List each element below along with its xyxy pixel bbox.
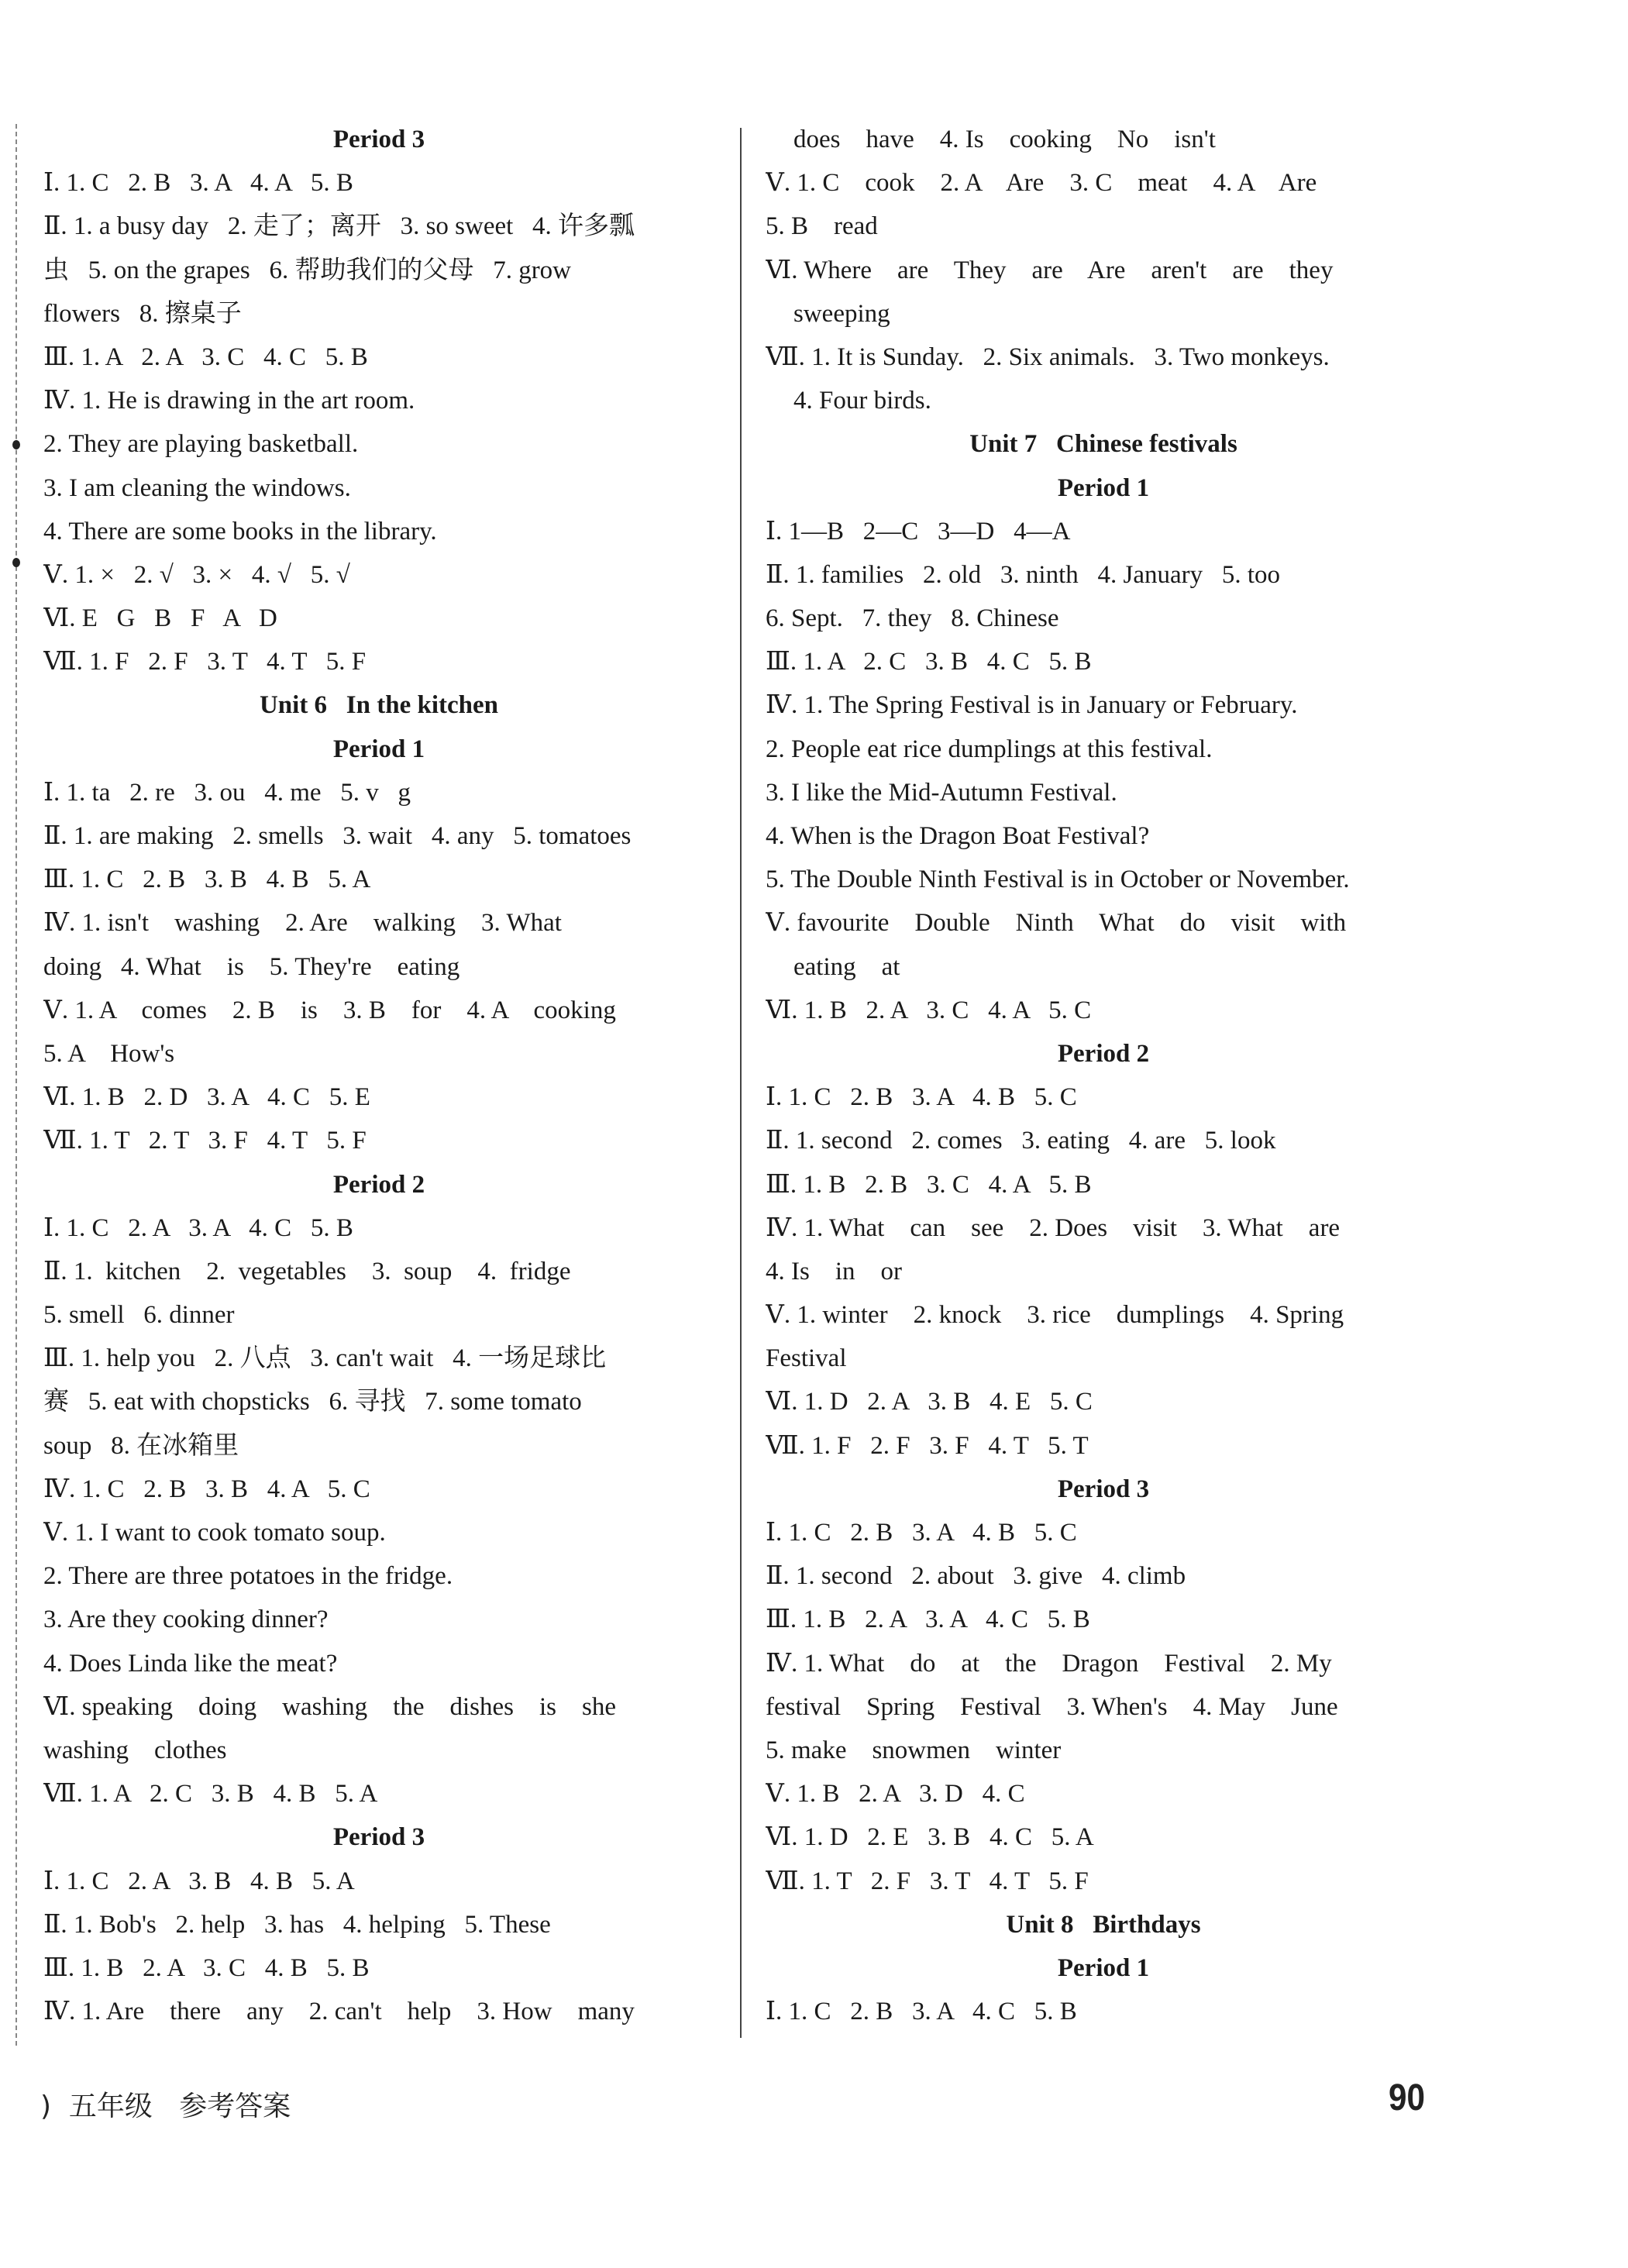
answer-line: 5. A How's [43,1039,175,1068]
unit-heading: Unit 7 Chinese festivals [969,430,1237,459]
unit-heading: Unit 6 In the kitchen [259,691,499,720]
answer-line: Ⅲ. 1. A 2. C 3. B 4. C 5. B [766,648,1092,676]
answer-line: Festival [766,1344,847,1373]
answer-line: 虫 5. on the grapes 6. 帮助我们的父母 7. grow [43,256,572,284]
binding-edge-line [15,124,17,2046]
answer-line: Ⅶ. 1. A 2. C 3. B 4. B 5. A [43,1780,378,1809]
answer-line: Ⅲ. 1. B 2. A 3. A 4. C 5. B [766,1605,1090,1634]
answer-line: doing 4. What is 5. They're eating [43,952,460,981]
page-number: 90 [1389,2077,1425,2118]
answer-line: 4. When is the Dragon Boat Festival? [766,822,1150,850]
answer-line: Ⅵ. 1. B 2. A 3. C 4. A 5. C [766,996,1092,1024]
answer-line: 5. make snowmen winter [766,1736,1062,1764]
answer-line: Ⅰ. 1. C 2. B 3. A 4. C 5. B [766,1998,1077,2026]
answer-line: 4. Does Linda like the meat? [43,1649,338,1678]
answer-line: 3. I am cleaning the windows. [43,473,351,502]
footer-grade-label: ) 五年级 参考答案 [40,2091,291,2122]
answer-line: Ⅲ. 1. B 2. B 3. C 4. A 5. B [766,1170,1092,1199]
answer-line: Ⅱ. 1. second 2. about 3. give 4. climb [766,1562,1186,1591]
answer-line: 2. People eat rice dumplings at this festival. [766,735,1213,763]
answer-line: Ⅴ. 1. B 2. A 3. D 4. C [766,1780,1025,1809]
answer-line: washing clothes [43,1736,227,1764]
answer-line: Ⅴ. 1. × 2. √ 3. × 4. √ 5. √ [43,560,350,589]
answer-line: Ⅳ. 1. What can see 2. Does visit 3. What are [766,1213,1341,1242]
left-column [43,118,714,2033]
period-heading: Period 3 [332,126,425,153]
answer-line: 5. The Double Ninth Festival is in October or November. [766,866,1350,894]
answer-line: Ⅱ. 1. families 2. old 3. ninth 4. January 5. too [766,560,1281,589]
answer-line: 2. They are playing basketball. [43,430,359,459]
answer-line: Ⅱ. 1. second 2. comes 3. eating 4. are 5. look [766,1127,1276,1155]
answer-line: 6. Sept. 7. they 8. Chinese [766,604,1059,633]
answer-line: Ⅵ. 1. D 2. E 3. B 4. C 5. A [766,1823,1094,1852]
unit-heading: Unit 8 Birthdays [1006,1910,1201,1939]
answer-line: Ⅵ. Where are They are Are aren't are they [766,256,1334,284]
answer-line: Ⅳ. 1. isn't washing 2. Are walking 3. What [43,909,562,938]
period-heading: Period 2 [332,1170,425,1199]
answer-line: 4. There are some books in the library. [43,517,437,545]
answer-line: flowers 8. 擦桌子 [43,299,242,328]
answer-line: Ⅵ. speaking doing washing the dishes is she [43,1692,616,1721]
answer-line: Ⅱ. 1. a busy day 2. 走了；离开 3. so sweet 4. 许多瓢 [43,212,635,241]
answer-line: 5. smell 6. dinner [43,1301,235,1330]
answer-line: Ⅰ. 1. C 2. B 3. A 4. B 5. C [766,1519,1077,1547]
answer-line: 3. I like the Mid-Autumn Festival. [766,778,1117,807]
answer-line: Ⅶ. 1. F 2. F 3. T 4. T 5. F [43,648,367,676]
answer-line: Ⅲ. 1. B 2. A 3. C 4. B 5. B [43,1953,370,1982]
answer-line: 5. B read [766,212,878,241]
answer-line: Ⅳ. 1. What do at the Dragon Festival 2. My [766,1649,1332,1678]
answer-line: 赛 5. eat with chopsticks 6. 寻找 7. some tomato [43,1388,582,1416]
answer-line: 2. There are three potatoes in the fridge. [43,1562,453,1591]
answer-line: Ⅴ. 1. C cook 2. A Are 3. C meat 4. A Are [766,169,1317,198]
answer-line: Ⅶ. 1. T 2. T 3. F 4. T 5. F [43,1127,367,1155]
answer-line: Ⅶ. 1. F 2. F 3. F 4. T 5. T [766,1431,1089,1460]
answer-line: Ⅳ. 1. Are there any 2. can't help 3. How many [43,1998,635,2026]
period-heading: Period 1 [1057,473,1150,502]
column-divider [740,128,742,2038]
answer-line: does have 4. Is cooking No isn't [793,126,1216,153]
answer-line: Ⅰ. 1. C 2. B 3. A 4. B 5. C [766,1083,1077,1112]
answer-line: eating at [793,952,900,981]
answer-line: 4. Four birds. [793,387,931,415]
period-heading: Period 1 [1057,1953,1150,1982]
answer-line: Ⅵ. 1. B 2. D 3. A 4. C 5. E [43,1083,370,1112]
period-heading: Period 3 [1057,1475,1150,1503]
right-column [766,118,1441,2033]
binding-hole-mark [12,440,20,449]
period-heading: Period 3 [332,1823,425,1852]
answer-line: Ⅰ. 1. C 2. A 3. A 4. C 5. B [43,1213,353,1242]
answer-line: Ⅶ. 1. T 2. F 3. T 4. T 5. F [766,1867,1089,1895]
period-heading: Period 2 [1057,1039,1150,1068]
answer-line: Ⅴ. 1. A comes 2. B is 3. B for 4. A cooking [43,996,616,1024]
period-heading: Period 1 [332,735,425,763]
answer-line: Ⅴ. 1. I want to cook tomato soup. [43,1519,386,1547]
answer-line: Ⅶ. 1. It is Sunday. 2. Six animals. 3. Two monkeys. [766,342,1330,371]
answer-line: Ⅱ. 1. kitchen 2. vegetables 3. soup 4. fridge [43,1257,571,1285]
answer-line: Ⅲ. 1. help you 2. 八点 3. can't wait 4. 一场足球比 [43,1344,607,1373]
answer-line: Ⅱ. 1. Bob's 2. help 3. has 4. helping 5. These [43,1910,551,1939]
answer-line: Ⅴ. 1. winter 2. knock 3. rice dumplings 4. Spring [766,1301,1344,1330]
answer-line: Ⅲ. 1. C 2. B 3. B 4. B 5. A [43,866,371,894]
answer-line: festival Spring Festival 3. When's 4. May June [766,1692,1338,1721]
answer-line: 4. Is in or [766,1257,902,1285]
answer-line: Ⅳ. 1. He is drawing in the art room. [43,387,415,415]
binding-hole-mark [12,558,20,567]
answer-line: Ⅱ. 1. are making 2. smells 3. wait 4. any 5. tomatoes [43,822,632,850]
answer-line: Ⅰ. 1. C 2. B 3. A 4. A 5. B [43,169,353,198]
answer-line: soup 8. 在冰箱里 [43,1431,239,1460]
answer-line: Ⅰ. 1. C 2. A 3. B 4. B 5. A [43,1867,355,1895]
answer-line: Ⅳ. 1. The Spring Festival is in January or February. [766,691,1298,720]
answer-line: Ⅳ. 1. C 2. B 3. B 4. A 5. C [43,1475,370,1503]
answer-line: Ⅲ. 1. A 2. A 3. C 4. C 5. B [43,342,368,371]
answer-line: Ⅵ. 1. D 2. A 3. B 4. E 5. C [766,1388,1093,1416]
answer-line: Ⅴ. favourite Double Ninth What do visit with [766,909,1347,938]
answer-line: 3. Are they cooking dinner? [43,1605,329,1634]
answer-line: Ⅰ. 1—B 2—C 3—D 4—A [766,517,1071,545]
answer-line: Ⅵ. E G B F A D [43,604,277,633]
answer-line: Ⅰ. 1. ta 2. re 3. ou 4. me 5. v g [43,778,411,807]
answer-line: sweeping [793,299,890,328]
